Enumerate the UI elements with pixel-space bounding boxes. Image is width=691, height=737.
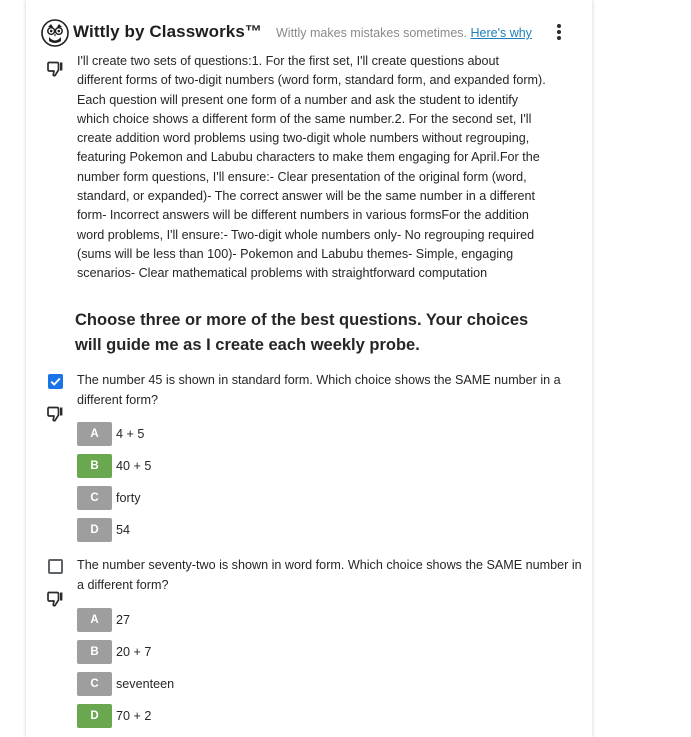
instructions-heading: Choose three or more of the best questions. Your choices will guide me as I create each weekly probe. xyxy=(75,311,529,354)
question-1-text: The number 45 is shown in standard form. Which choice shows the SAME number in a different form? xyxy=(77,373,561,407)
checkbox-checked-icon xyxy=(48,374,63,389)
question-2-checkbox[interactable] xyxy=(48,559,63,574)
answer-choice[interactable] xyxy=(77,422,144,446)
choice-letter-badge: C xyxy=(77,486,112,510)
disclaimer xyxy=(276,26,532,40)
answer-choice[interactable] xyxy=(77,518,130,542)
choice-letter-badge: B xyxy=(77,640,112,664)
thumbs-down-icon[interactable] xyxy=(46,60,64,78)
choice-letter-badge: D xyxy=(77,518,112,542)
thumbs-down-icon[interactable] xyxy=(46,405,64,423)
choice-letter-badge: C xyxy=(77,672,112,696)
brand-title: Wittly by Classworks™ xyxy=(73,22,263,41)
choice-letter-badge: A xyxy=(77,608,112,632)
answer-choice-correct[interactable] xyxy=(77,704,151,728)
question-1-checkbox[interactable] xyxy=(48,374,63,389)
answer-choice[interactable] xyxy=(77,672,174,696)
plan-text: I'll create two sets of questions:1. For the first set, I'll create questions about different forms of two-digit numbers (word form, standard form, and expanded form). Each question will present one form of a number and ask the student to identify which choice shows a different form of the same number.2. For the second set, I'll create addition word problems using two-digit whole numbers without regrouping, featuring Pokemon and Labubu characters to make them engaging for April.For the number form questions, I'll ensure:- Clear presentation of the original form (word, standard, or expanded)- The correct answer will be the same number in a different form- Incorrect answers will be different numbers in various formsFor the addition word problems, I'll ensure:- Two-digit whole numbers only- No regrouping required (sums will be less than 100)- Pokemon and Labubu themes- Simple, engaging scenarios- Clear mathematical problems with straightforward computation xyxy=(77,54,546,281)
choice-text: 70 + 2 xyxy=(116,709,152,723)
choice-text: 27 xyxy=(116,613,131,627)
thumbs-down-icon[interactable] xyxy=(46,590,64,608)
owl-logo-icon xyxy=(41,19,69,47)
choice-text: 20 + 7 xyxy=(116,645,152,659)
choice-letter-badge: B xyxy=(77,454,112,478)
heres-why-link[interactable]: Here's why xyxy=(470,26,532,40)
kebab-menu-icon[interactable] xyxy=(549,22,569,44)
choice-text: forty xyxy=(116,491,141,505)
answer-choice-correct[interactable] xyxy=(77,454,151,478)
choice-letter-badge: A xyxy=(77,422,112,446)
choice-letter-badge: D xyxy=(77,704,112,728)
choice-text: 4 + 5 xyxy=(116,427,145,441)
answer-choice[interactable] xyxy=(77,640,151,664)
header xyxy=(26,0,592,56)
choice-text: 40 + 5 xyxy=(116,459,152,473)
choice-text: seventeen xyxy=(116,677,175,691)
question-2-text: The number seventy-two is shown in word form. Which choice shows the SAME number in a different form? xyxy=(77,558,582,592)
answer-choice[interactable] xyxy=(77,608,130,632)
disclaimer-text: Wittly makes mistakes sometimes. xyxy=(276,26,468,40)
wittly-panel xyxy=(26,0,592,737)
answer-choice[interactable] xyxy=(77,486,141,510)
choice-text: 54 xyxy=(116,523,131,537)
